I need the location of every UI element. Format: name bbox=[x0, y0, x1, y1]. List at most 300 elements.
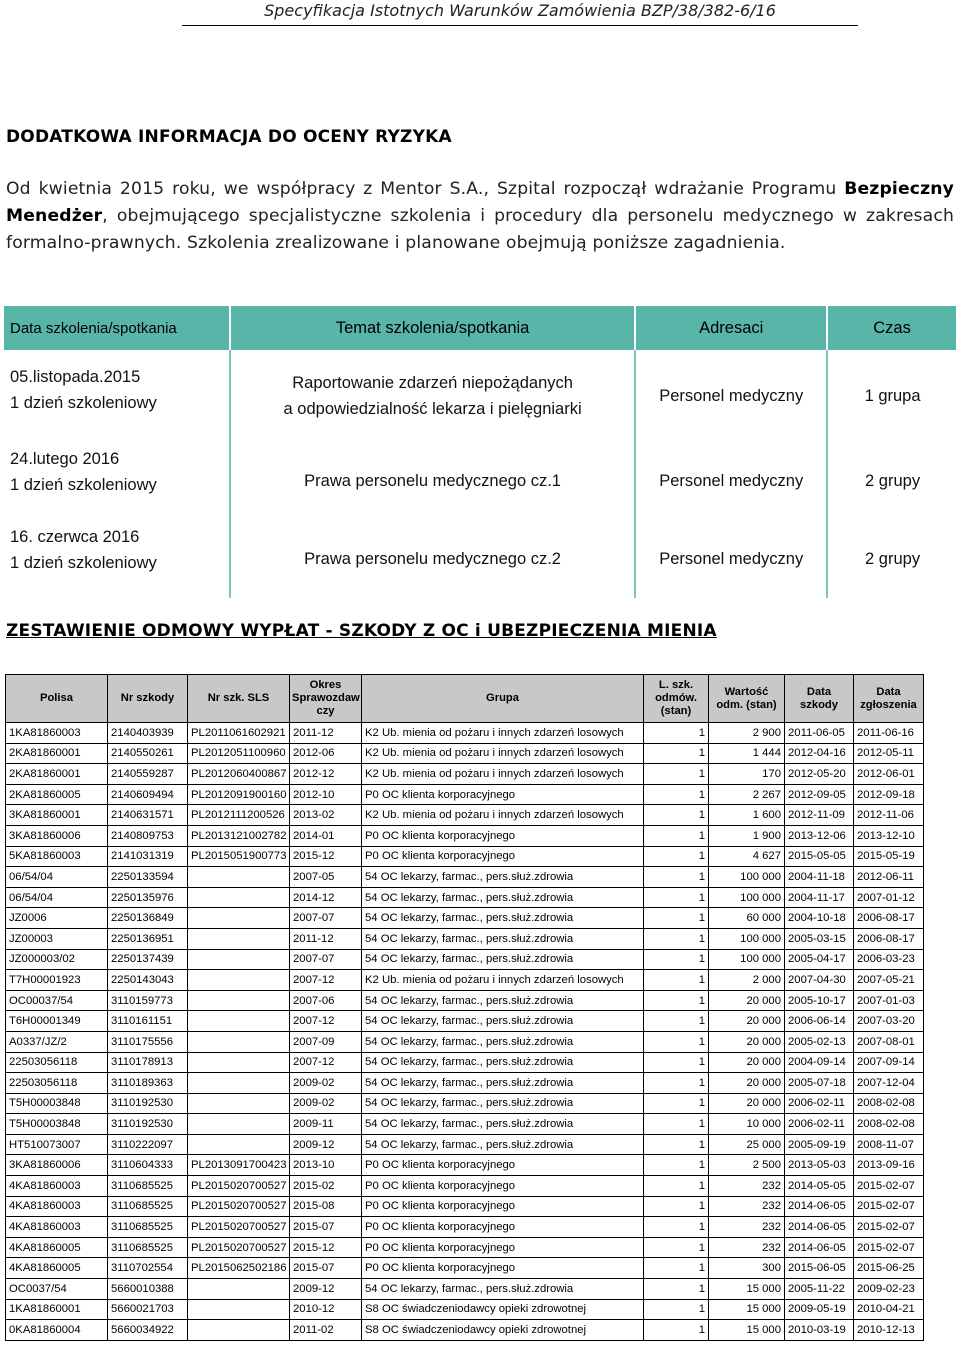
claim-number: 3110222097 bbox=[108, 1134, 188, 1155]
claim-date: 2014-06-05 bbox=[785, 1196, 854, 1217]
claim-period: 2009-02 bbox=[290, 1073, 362, 1094]
claim-number: 3110685525 bbox=[108, 1217, 188, 1238]
claim-date: 2004-10-18 bbox=[785, 908, 854, 929]
claim-sls-number bbox=[188, 1320, 290, 1341]
training-col-audience: Adresaci bbox=[635, 306, 827, 350]
claim-group: P0 OC klienta korporacyjnego bbox=[362, 846, 644, 867]
claim-number: 3110702554 bbox=[108, 1258, 188, 1279]
claims-col-report-date: Data zgłoszenia bbox=[854, 675, 924, 723]
claim-report-date: 2006-03-23 bbox=[854, 949, 924, 970]
claim-date: 2011-06-05 bbox=[785, 723, 854, 744]
claim-group: 54 OC lekarzy, farmac., pers.służ.zdrowia bbox=[362, 928, 644, 949]
claim-period: 2007-06 bbox=[290, 990, 362, 1011]
claim-date: 2014-06-05 bbox=[785, 1217, 854, 1238]
claim-date: 2005-04-17 bbox=[785, 949, 854, 970]
claim-report-date: 2008-02-08 bbox=[854, 1093, 924, 1114]
claim-report-date: 2015-06-25 bbox=[854, 1258, 924, 1279]
claims-body bbox=[6, 723, 924, 1341]
claim-sls-number bbox=[188, 887, 290, 908]
claim-report-date: 2009-02-23 bbox=[854, 1279, 924, 1300]
table-row bbox=[6, 990, 924, 1011]
claim-policy: 3KA81860001 bbox=[6, 805, 108, 826]
claim-report-date: 2015-02-07 bbox=[854, 1217, 924, 1238]
claim-policy: A0337/JZ/2 bbox=[6, 1031, 108, 1052]
claim-sls-number bbox=[188, 1279, 290, 1300]
claim-period: 2010-12 bbox=[290, 1299, 362, 1320]
training-date: 16. czerwca 2016 bbox=[10, 528, 140, 546]
claim-sls-number: PL2012091900160 bbox=[188, 784, 290, 805]
claim-policy: T7H00001923 bbox=[6, 970, 108, 991]
claim-date: 2004-11-18 bbox=[785, 867, 854, 888]
claim-policy: T5H00003848 bbox=[6, 1114, 108, 1135]
claim-number: 3110685525 bbox=[108, 1176, 188, 1197]
claim-group: 54 OC lekarzy, farmac., pers.służ.zdrowia bbox=[362, 1134, 644, 1155]
claim-group: P0 OC klienta korporacyjnego bbox=[362, 1176, 644, 1197]
claim-refusal-value: 1 444 bbox=[709, 743, 785, 764]
table-row bbox=[6, 1258, 924, 1279]
claim-refusal-count: 1 bbox=[644, 1237, 709, 1258]
claims-col-refusal-count: L. szk. odmów. (stan) bbox=[644, 675, 709, 723]
claim-refusal-count: 1 bbox=[644, 1155, 709, 1176]
claim-period: 2015-07 bbox=[290, 1217, 362, 1238]
training-date: 24.lutego 2016 bbox=[10, 450, 120, 468]
claim-date: 2005-02-13 bbox=[785, 1031, 854, 1052]
claim-policy: JZ0006 bbox=[6, 908, 108, 929]
section-title-risk: DODATKOWA INFORMACJA DO OCENY RYZYKA bbox=[6, 127, 452, 147]
claim-policy: 2KA81860005 bbox=[6, 784, 108, 805]
claim-period: 2009-12 bbox=[290, 1279, 362, 1300]
claim-refusal-value: 170 bbox=[709, 764, 785, 785]
claim-number: 2250137439 bbox=[108, 949, 188, 970]
claims-col-claim-date: Data szkody bbox=[785, 675, 854, 723]
claim-group: P0 OC klienta korporacyjnego bbox=[362, 1258, 644, 1279]
claim-sls-number: PL2015062502186 bbox=[188, 1258, 290, 1279]
claim-date: 2014-06-05 bbox=[785, 1237, 854, 1258]
claim-date: 2005-09-19 bbox=[785, 1134, 854, 1155]
claim-period: 2009-12 bbox=[290, 1134, 362, 1155]
claim-report-date: 2015-02-07 bbox=[854, 1176, 924, 1197]
claim-report-date: 2007-03-20 bbox=[854, 1011, 924, 1032]
claim-refusal-count: 1 bbox=[644, 867, 709, 888]
training-audience: Personel medyczny bbox=[635, 350, 827, 442]
claim-number: 2140809753 bbox=[108, 825, 188, 846]
claims-col-group: Grupa bbox=[362, 675, 644, 723]
claim-group: S8 OC świadczeniodawcy opieki zdrowotnej bbox=[362, 1320, 644, 1341]
claim-policy: 4KA81860003 bbox=[6, 1176, 108, 1197]
claim-report-date: 2010-04-21 bbox=[854, 1299, 924, 1320]
claim-number: 3110159773 bbox=[108, 990, 188, 1011]
claim-policy: JZ00003 bbox=[6, 928, 108, 949]
claim-group: 54 OC lekarzy, farmac., pers.służ.zdrowia bbox=[362, 990, 644, 1011]
claim-sls-number bbox=[188, 1134, 290, 1155]
claim-period: 2007-05 bbox=[290, 867, 362, 888]
claim-group: 54 OC lekarzy, farmac., pers.służ.zdrowia bbox=[362, 1279, 644, 1300]
table-row bbox=[6, 1196, 924, 1217]
claim-group: S8 OC świadczeniodawcy opieki zdrowotnej bbox=[362, 1299, 644, 1320]
claim-refusal-count: 1 bbox=[644, 908, 709, 929]
claim-period: 2012-12 bbox=[290, 764, 362, 785]
claim-refusal-count: 1 bbox=[644, 825, 709, 846]
claim-refusal-count: 1 bbox=[644, 1196, 709, 1217]
table-row bbox=[6, 928, 924, 949]
training-time: 2 grupy bbox=[865, 471, 921, 490]
claim-refusal-count: 1 bbox=[644, 1114, 709, 1135]
claim-policy: 1KA81860001 bbox=[6, 1299, 108, 1320]
training-col-topic: Temat szkolenia/spotkania bbox=[230, 306, 636, 350]
claim-period: 2011-12 bbox=[290, 723, 362, 744]
claim-sls-number: PL2015020700527 bbox=[188, 1196, 290, 1217]
claim-date: 2015-06-05 bbox=[785, 1258, 854, 1279]
claim-period: 2011-12 bbox=[290, 928, 362, 949]
training-topic: Raportowanie zdarzeń niepożądanych a odpowiedzialność lekarza i pielęgniarki bbox=[283, 374, 582, 418]
claim-group: P0 OC klienta korporacyjnego bbox=[362, 784, 644, 805]
table-row bbox=[6, 1299, 924, 1320]
claim-sls-number bbox=[188, 1011, 290, 1032]
claim-period: 2014-12 bbox=[290, 887, 362, 908]
claim-refusal-count: 1 bbox=[644, 784, 709, 805]
table-row bbox=[6, 764, 924, 785]
table-row bbox=[6, 1279, 924, 1300]
training-duration: 1 dzień szkoleniowy bbox=[10, 476, 157, 494]
claim-report-date: 2010-12-13 bbox=[854, 1320, 924, 1341]
claim-date: 2004-11-17 bbox=[785, 887, 854, 908]
claim-date: 2009-05-19 bbox=[785, 1299, 854, 1320]
claim-refusal-value: 25 000 bbox=[709, 1134, 785, 1155]
claim-date: 2005-10-17 bbox=[785, 990, 854, 1011]
claim-sls-number: PL2012060400867 bbox=[188, 764, 290, 785]
claim-date: 2012-05-20 bbox=[785, 764, 854, 785]
table-row bbox=[6, 1155, 924, 1176]
claim-number: 3110161151 bbox=[108, 1011, 188, 1032]
table-row bbox=[6, 1011, 924, 1032]
claim-report-date: 2012-09-18 bbox=[854, 784, 924, 805]
claim-refusal-count: 1 bbox=[644, 846, 709, 867]
claim-number: 2140550261 bbox=[108, 743, 188, 764]
claim-policy: 3KA81860006 bbox=[6, 825, 108, 846]
training-time: 1 grupa bbox=[864, 386, 921, 405]
claim-sls-number bbox=[188, 949, 290, 970]
table-row bbox=[6, 1052, 924, 1073]
claim-period: 2015-07 bbox=[290, 1258, 362, 1279]
claim-refusal-value: 1 900 bbox=[709, 825, 785, 846]
claim-refusal-value: 15 000 bbox=[709, 1299, 785, 1320]
claim-number: 2140609494 bbox=[108, 784, 188, 805]
claim-number: 2250136951 bbox=[108, 928, 188, 949]
claim-date: 2013-12-06 bbox=[785, 825, 854, 846]
claim-report-date: 2007-01-03 bbox=[854, 990, 924, 1011]
claim-date: 2006-02-11 bbox=[785, 1114, 854, 1135]
claim-sls-number: PL2015020700527 bbox=[188, 1176, 290, 1197]
table-row bbox=[6, 784, 924, 805]
claim-refusal-value: 232 bbox=[709, 1196, 785, 1217]
claim-period: 2007-07 bbox=[290, 949, 362, 970]
intro-text-part2: , obejmującego specjalistyczne szkolenia i procedury dla personelu medycznego w zakresach formalno-prawnych. Szkolenia zrealizowane i planowane obejmują poniższe zagadnienia. bbox=[6, 206, 954, 253]
claim-group: 54 OC lekarzy, farmac., pers.służ.zdrowia bbox=[362, 1114, 644, 1135]
claim-refusal-value: 100 000 bbox=[709, 949, 785, 970]
training-date-cell bbox=[4, 442, 230, 520]
claim-number: 3110175556 bbox=[108, 1031, 188, 1052]
table-row bbox=[6, 908, 924, 929]
claim-refusal-value: 15 000 bbox=[709, 1279, 785, 1300]
claim-number: 5660034922 bbox=[108, 1320, 188, 1341]
claim-group: K2 Ub. mienia od pożaru i innych zdarzeń losowych bbox=[362, 970, 644, 991]
table-row bbox=[6, 1320, 924, 1341]
claim-refusal-value: 20 000 bbox=[709, 1093, 785, 1114]
training-header-row bbox=[4, 306, 957, 350]
table-row bbox=[6, 1031, 924, 1052]
claim-period: 2011-02 bbox=[290, 1320, 362, 1341]
claim-group: K2 Ub. mienia od pożaru i innych zdarzeń losowych bbox=[362, 743, 644, 764]
claim-policy: 1KA81860003 bbox=[6, 723, 108, 744]
table-row bbox=[6, 846, 924, 867]
claim-report-date: 2007-12-04 bbox=[854, 1073, 924, 1094]
claim-number: 2250143043 bbox=[108, 970, 188, 991]
claim-report-date: 2007-05-21 bbox=[854, 970, 924, 991]
training-topic-cell bbox=[230, 350, 636, 442]
claim-refusal-count: 1 bbox=[644, 1258, 709, 1279]
claim-sls-number bbox=[188, 1052, 290, 1073]
claim-number: 2140631571 bbox=[108, 805, 188, 826]
claim-policy: 4KA81860005 bbox=[6, 1237, 108, 1258]
claim-period: 2015-12 bbox=[290, 846, 362, 867]
claim-refusal-count: 1 bbox=[644, 970, 709, 991]
training-date: 05.listopada.2015 bbox=[10, 368, 141, 386]
claim-refusal-value: 15 000 bbox=[709, 1320, 785, 1341]
claim-report-date: 2006-08-17 bbox=[854, 908, 924, 929]
claim-refusal-count: 1 bbox=[644, 764, 709, 785]
claim-refusal-value: 10 000 bbox=[709, 1114, 785, 1135]
claim-report-date: 2007-08-01 bbox=[854, 1031, 924, 1052]
claim-policy: T6H00001349 bbox=[6, 1011, 108, 1032]
claim-report-date: 2013-12-10 bbox=[854, 825, 924, 846]
claim-number: 2250136849 bbox=[108, 908, 188, 929]
claim-report-date: 2006-08-17 bbox=[854, 928, 924, 949]
claims-col-sls-no: Nr szk. SLS bbox=[188, 675, 290, 723]
training-time: 2 grupy bbox=[865, 549, 921, 568]
claim-group: K2 Ub. mienia od pożaru i innych zdarzeń losowych bbox=[362, 764, 644, 785]
claim-refusal-value: 20 000 bbox=[709, 1031, 785, 1052]
table-row bbox=[6, 1217, 924, 1238]
claim-refusal-value: 2 000 bbox=[709, 970, 785, 991]
claim-date: 2012-04-16 bbox=[785, 743, 854, 764]
claim-sls-number bbox=[188, 1299, 290, 1320]
training-date-cell bbox=[4, 520, 230, 598]
claim-report-date: 2007-01-12 bbox=[854, 887, 924, 908]
claim-report-date: 2013-09-16 bbox=[854, 1155, 924, 1176]
table-row bbox=[6, 1134, 924, 1155]
claim-policy: 22503056118 bbox=[6, 1052, 108, 1073]
claim-refusal-count: 1 bbox=[644, 1093, 709, 1114]
claim-number: 2250133594 bbox=[108, 867, 188, 888]
claim-group: 54 OC lekarzy, farmac., pers.służ.zdrowia bbox=[362, 1052, 644, 1073]
claim-date: 2005-03-15 bbox=[785, 928, 854, 949]
table-row bbox=[6, 1237, 924, 1258]
claim-policy: HT510073007 bbox=[6, 1134, 108, 1155]
claim-group: 54 OC lekarzy, farmac., pers.służ.zdrowia bbox=[362, 867, 644, 888]
claim-refusal-value: 20 000 bbox=[709, 990, 785, 1011]
claim-date: 2014-05-05 bbox=[785, 1176, 854, 1197]
claim-sls-number: PL2011061602921 bbox=[188, 723, 290, 744]
claims-col-refusal-value: Wartość odm. (stan) bbox=[709, 675, 785, 723]
claim-number: 5660021703 bbox=[108, 1299, 188, 1320]
table-row bbox=[6, 1176, 924, 1197]
claim-policy: 3KA81860006 bbox=[6, 1155, 108, 1176]
table-row bbox=[6, 743, 924, 764]
claims-col-policy: Polisa bbox=[6, 675, 108, 723]
claim-report-date: 2015-05-19 bbox=[854, 846, 924, 867]
claim-sls-number: PL2015020700527 bbox=[188, 1237, 290, 1258]
claim-date: 2006-02-11 bbox=[785, 1093, 854, 1114]
claim-policy: 5KA81860003 bbox=[6, 846, 108, 867]
claim-period: 2009-11 bbox=[290, 1114, 362, 1135]
claim-number: 3110604333 bbox=[108, 1155, 188, 1176]
claim-group: K2 Ub. mienia od pożaru i innych zdarzeń losowych bbox=[362, 805, 644, 826]
claim-refusal-value: 2 900 bbox=[709, 723, 785, 744]
claim-number: 3110189363 bbox=[108, 1073, 188, 1094]
claim-refusal-count: 1 bbox=[644, 723, 709, 744]
claim-group: 54 OC lekarzy, farmac., pers.służ.zdrowia bbox=[362, 887, 644, 908]
claim-date: 2013-05-03 bbox=[785, 1155, 854, 1176]
claim-sls-number: PL2012111200526 bbox=[188, 805, 290, 826]
claim-sls-number bbox=[188, 867, 290, 888]
claim-policy: 2KA81860001 bbox=[6, 764, 108, 785]
document-header: Specyfikacja Istotnych Warunków Zamówienia BZP/38/382-6/16 bbox=[182, 0, 858, 26]
claim-refusal-count: 1 bbox=[644, 990, 709, 1011]
claim-group: P0 OC klienta korporacyjnego bbox=[362, 1196, 644, 1217]
claim-refusal-count: 1 bbox=[644, 928, 709, 949]
claim-policy: 4KA81860003 bbox=[6, 1217, 108, 1238]
table-row bbox=[6, 825, 924, 846]
claims-col-claim-no: Nr szkody bbox=[108, 675, 188, 723]
claim-report-date: 2012-11-06 bbox=[854, 805, 924, 826]
claim-sls-number: PL2013121002782 bbox=[188, 825, 290, 846]
claim-refusal-value: 2 267 bbox=[709, 784, 785, 805]
claim-number: 3110192530 bbox=[108, 1093, 188, 1114]
claim-refusal-value: 1 600 bbox=[709, 805, 785, 826]
claim-number: 2140403939 bbox=[108, 723, 188, 744]
section-title-claims: ZESTAWIENIE ODMOWY WYPŁAT - SZKODY Z OC i UBEZPIECZENIA MIENIA bbox=[6, 621, 717, 641]
claim-sls-number bbox=[188, 928, 290, 949]
claim-refusal-count: 1 bbox=[644, 1134, 709, 1155]
claim-period: 2015-02 bbox=[290, 1176, 362, 1197]
claim-date: 2010-03-19 bbox=[785, 1320, 854, 1341]
claim-period: 2013-10 bbox=[290, 1155, 362, 1176]
claim-refusal-count: 1 bbox=[644, 949, 709, 970]
claim-group: 54 OC lekarzy, farmac., pers.służ.zdrowia bbox=[362, 949, 644, 970]
claim-refusal-count: 1 bbox=[644, 805, 709, 826]
claim-refusal-count: 1 bbox=[644, 1320, 709, 1341]
claim-number: 3110685525 bbox=[108, 1196, 188, 1217]
claim-period: 2012-06 bbox=[290, 743, 362, 764]
claim-period: 2007-12 bbox=[290, 1052, 362, 1073]
claim-refusal-value: 100 000 bbox=[709, 887, 785, 908]
claim-refusal-count: 1 bbox=[644, 1052, 709, 1073]
claim-refusal-count: 1 bbox=[644, 743, 709, 764]
claim-sls-number bbox=[188, 1114, 290, 1135]
claim-refusal-count: 1 bbox=[644, 1176, 709, 1197]
claim-period: 2007-12 bbox=[290, 970, 362, 991]
claim-group: P0 OC klienta korporacyjnego bbox=[362, 1217, 644, 1238]
claim-group: P0 OC klienta korporacyjnego bbox=[362, 825, 644, 846]
claim-report-date: 2015-02-07 bbox=[854, 1196, 924, 1217]
claim-policy: 22503056118 bbox=[6, 1073, 108, 1094]
claim-policy: 06/54/04 bbox=[6, 887, 108, 908]
claim-group: P0 OC klienta korporacyjnego bbox=[362, 1155, 644, 1176]
claim-sls-number bbox=[188, 1031, 290, 1052]
claim-period: 2013-02 bbox=[290, 805, 362, 826]
claim-sls-number bbox=[188, 990, 290, 1011]
claim-refusal-count: 1 bbox=[644, 1217, 709, 1238]
claims-table bbox=[5, 674, 924, 1341]
claim-refusal-count: 1 bbox=[644, 1279, 709, 1300]
training-row bbox=[4, 442, 957, 520]
table-row bbox=[6, 1073, 924, 1094]
claim-report-date: 2015-02-07 bbox=[854, 1237, 924, 1258]
claim-period: 2012-10 bbox=[290, 784, 362, 805]
intro-paragraph bbox=[6, 176, 954, 257]
claim-date: 2012-09-05 bbox=[785, 784, 854, 805]
claim-refusal-value: 232 bbox=[709, 1237, 785, 1258]
claim-date: 2007-04-30 bbox=[785, 970, 854, 991]
claim-refusal-value: 60 000 bbox=[709, 908, 785, 929]
intro-text-part1: Od kwietnia 2015 roku, we współpracy z Mentor S.A., Szpital rozpoczął wdrażanie Programu bbox=[6, 179, 845, 199]
training-table bbox=[4, 306, 958, 598]
claim-group: 54 OC lekarzy, farmac., pers.służ.zdrowia bbox=[362, 1011, 644, 1032]
claim-refusal-value: 232 bbox=[709, 1217, 785, 1238]
claim-sls-number bbox=[188, 908, 290, 929]
claim-refusal-value: 20 000 bbox=[709, 1073, 785, 1094]
claim-number: 2141031319 bbox=[108, 846, 188, 867]
claim-report-date: 2012-06-01 bbox=[854, 764, 924, 785]
claim-group: K2 Ub. mienia od pożaru i innych zdarzeń losowych bbox=[362, 723, 644, 744]
claim-policy: 2KA81860001 bbox=[6, 743, 108, 764]
claim-group: 54 OC lekarzy, farmac., pers.służ.zdrowia bbox=[362, 1073, 644, 1094]
table-row bbox=[6, 1114, 924, 1135]
claim-date: 2006-06-14 bbox=[785, 1011, 854, 1032]
claim-number: 2250135976 bbox=[108, 887, 188, 908]
claim-policy: 4KA81860005 bbox=[6, 1258, 108, 1279]
claim-date: 2012-11-09 bbox=[785, 805, 854, 826]
training-row bbox=[4, 520, 957, 598]
claim-number: 3110192530 bbox=[108, 1114, 188, 1135]
claim-sls-number: PL2015051900773 bbox=[188, 846, 290, 867]
training-duration: 1 dzień szkoleniowy bbox=[10, 554, 157, 572]
claim-policy: 0KA81860004 bbox=[6, 1320, 108, 1341]
claims-header-row bbox=[6, 675, 924, 723]
claim-refusal-count: 1 bbox=[644, 1011, 709, 1032]
claim-period: 2009-02 bbox=[290, 1093, 362, 1114]
claim-report-date: 2007-09-14 bbox=[854, 1052, 924, 1073]
claim-period: 2007-07 bbox=[290, 908, 362, 929]
claim-sls-number: PL2012051100960 bbox=[188, 743, 290, 764]
claim-policy: OC0037/54 bbox=[6, 1279, 108, 1300]
claim-refusal-value: 300 bbox=[709, 1258, 785, 1279]
table-row bbox=[6, 1093, 924, 1114]
claim-refusal-count: 1 bbox=[644, 1073, 709, 1094]
claim-group: 54 OC lekarzy, farmac., pers.służ.zdrowia bbox=[362, 1031, 644, 1052]
claim-number: 3110685525 bbox=[108, 1237, 188, 1258]
claim-report-date: 2012-06-11 bbox=[854, 867, 924, 888]
claim-refusal-count: 1 bbox=[644, 1031, 709, 1052]
claim-sls-number bbox=[188, 1073, 290, 1094]
claim-number: 3110178913 bbox=[108, 1052, 188, 1073]
table-row bbox=[6, 970, 924, 991]
claim-date: 2004-09-14 bbox=[785, 1052, 854, 1073]
claim-period: 2015-08 bbox=[290, 1196, 362, 1217]
claim-date: 2005-11-22 bbox=[785, 1279, 854, 1300]
claim-policy: T5H00003848 bbox=[6, 1093, 108, 1114]
claim-report-date: 2012-05-11 bbox=[854, 743, 924, 764]
